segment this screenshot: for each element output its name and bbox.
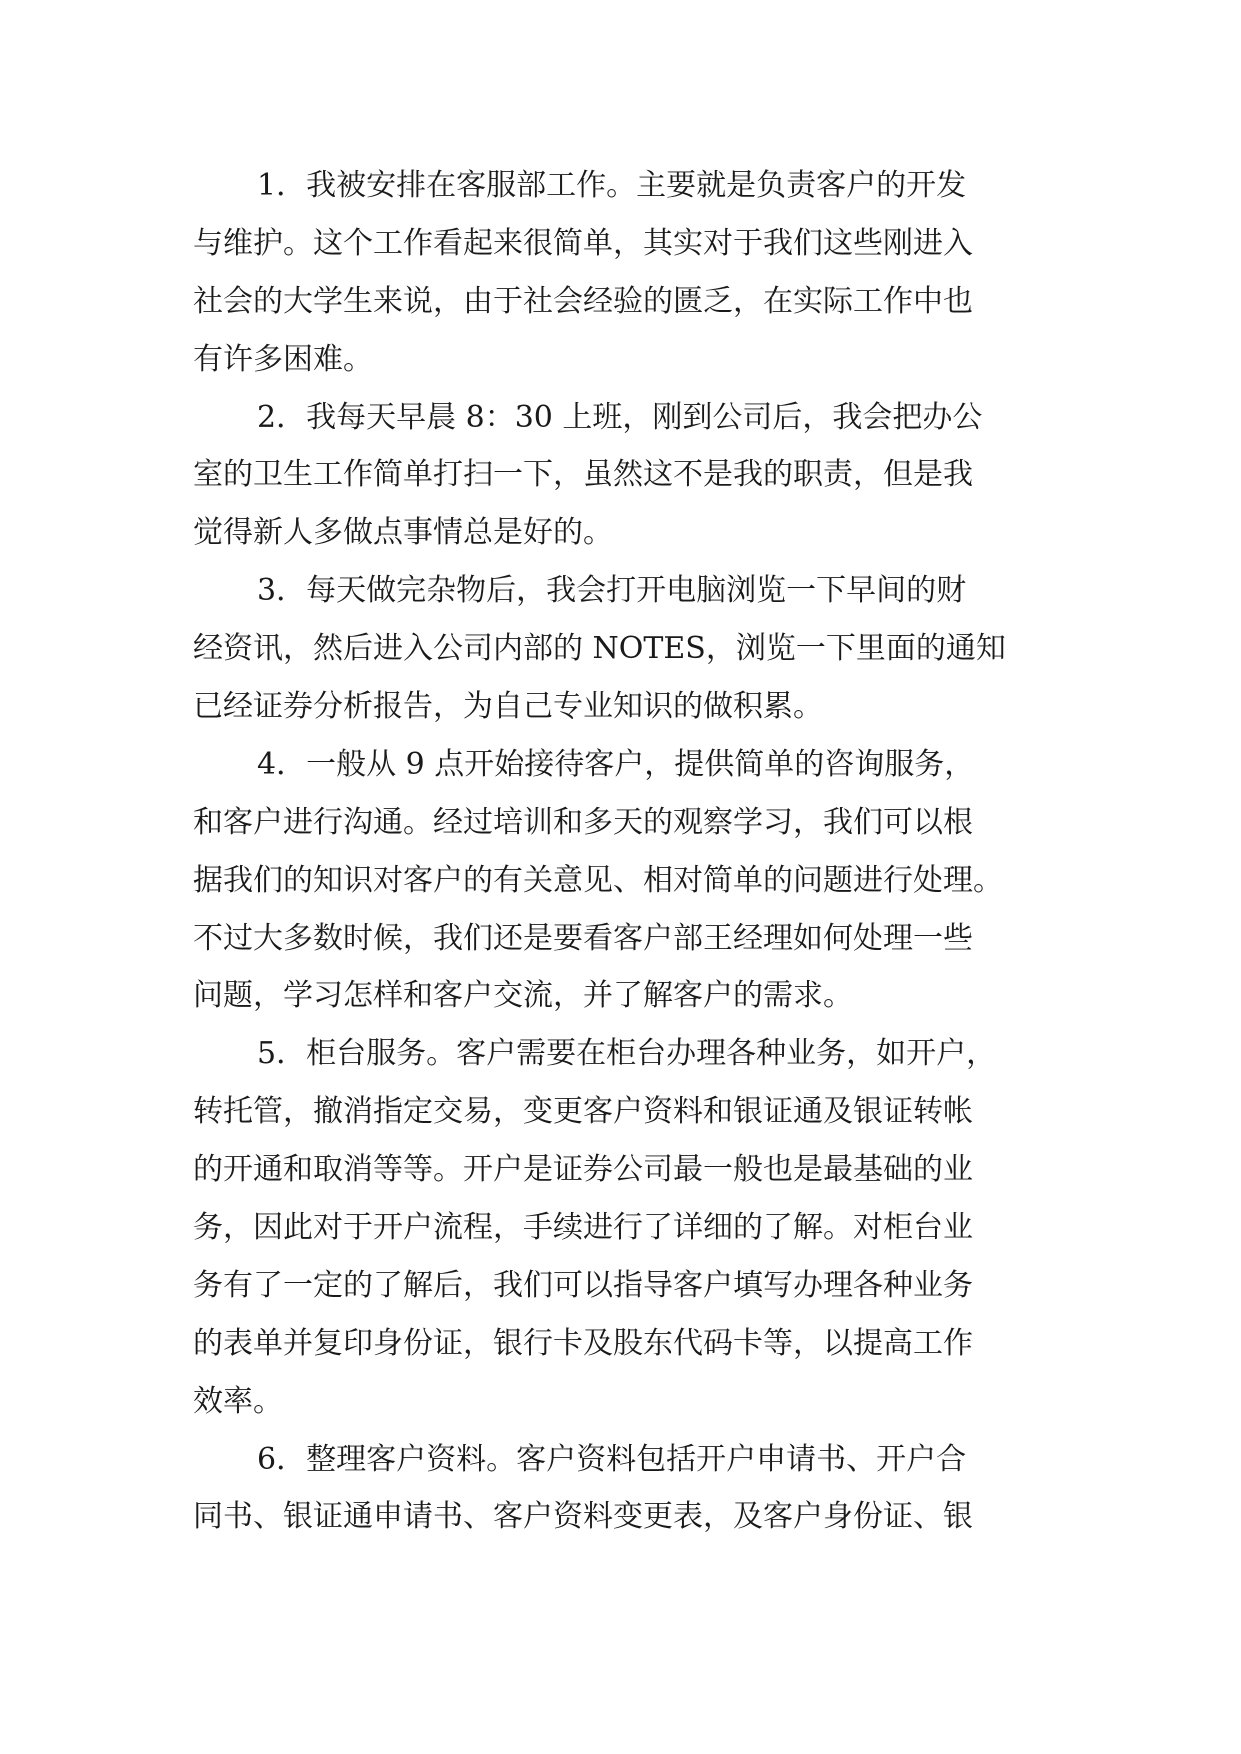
paragraph-line: 的表单并复印身份证，银行卡及股东代码卡等，以提高工作 [193,1325,973,1361]
paragraph-1 [193,157,1073,389]
paragraph-line: 的开通和取消等等。开户是证券公司最一般也是最基础的业 [193,1152,973,1188]
document-body [193,157,1073,1546]
paragraph-line: 转托管，撤消指定交易，变更客户资料和银证通及银证转帐 [193,1094,973,1130]
paragraph-line: 室的卫生工作简单打扫一下，虽然这不是我的职责，但是我 [193,457,973,493]
paragraph-line: 问题，学习怎样和客户交流，并了解客户的需求。 [193,978,853,1014]
paragraph-line: 1．我被安排在客服部工作。主要就是负责客户的开发 [257,168,967,203]
paragraph-line: 3．每天做完杂物后，我会打开电脑浏览一下早间的财 [257,573,967,609]
paragraph-line: 有许多困难。 [193,341,373,377]
paragraph-5 [193,1025,1073,1430]
paragraph-line: 据我们的知识对客户的有关意见、相对简单的问题进行处理。 [193,862,1003,898]
paragraph-line: 务，因此对于开户流程，手续进行了详细的了解。对柜台业 [193,1210,973,1246]
paragraph-line: 经资讯，然后进入公司内部的 NOTES，浏览一下里面的通知 [193,631,1006,667]
paragraph-4 [193,736,1073,1025]
paragraph-line: 5．柜台服务。客户需要在柜台办理各种业务，如开户， [257,1036,997,1072]
paragraph-line: 2．我每天早晨 8：30 上班，刚到公司后，我会把办公 [257,399,983,435]
paragraph-line: 效率。 [193,1383,283,1419]
paragraph-line: 务有了一定的了解后，我们可以指导客户填写办理各种业务 [193,1267,973,1303]
paragraph-2 [193,389,1073,563]
paragraph-line: 社会的大学生来说，由于社会经验的匮乏，在实际工作中也 [193,283,973,319]
paragraph-3 [193,562,1073,736]
paragraph-line: 6．整理客户资料。客户资料包括开户申请书、开户合 [257,1441,967,1477]
paragraph-line: 和客户进行沟通。经过培训和多天的观察学习，我们可以根 [193,804,973,840]
paragraph-line: 觉得新人多做点事情总是好的。 [193,515,613,551]
paragraph-line: 4．一般从 9 点开始接待客户，提供简单的咨询服务， [257,746,975,782]
paragraph-6 [193,1431,1073,1547]
paragraph-line: 同书、银证通申请书、客户资料变更表，及客户身份证、银 [193,1499,973,1535]
paragraph-line: 与维护。这个工作看起来很简单，其实对于我们这些刚进入 [193,225,973,261]
paragraph-line: 不过大多数时候，我们还是要看客户部王经理如何处理一些 [193,920,973,956]
paragraph-line: 已经证券分析报告，为自己专业知识的做积累。 [193,689,823,725]
